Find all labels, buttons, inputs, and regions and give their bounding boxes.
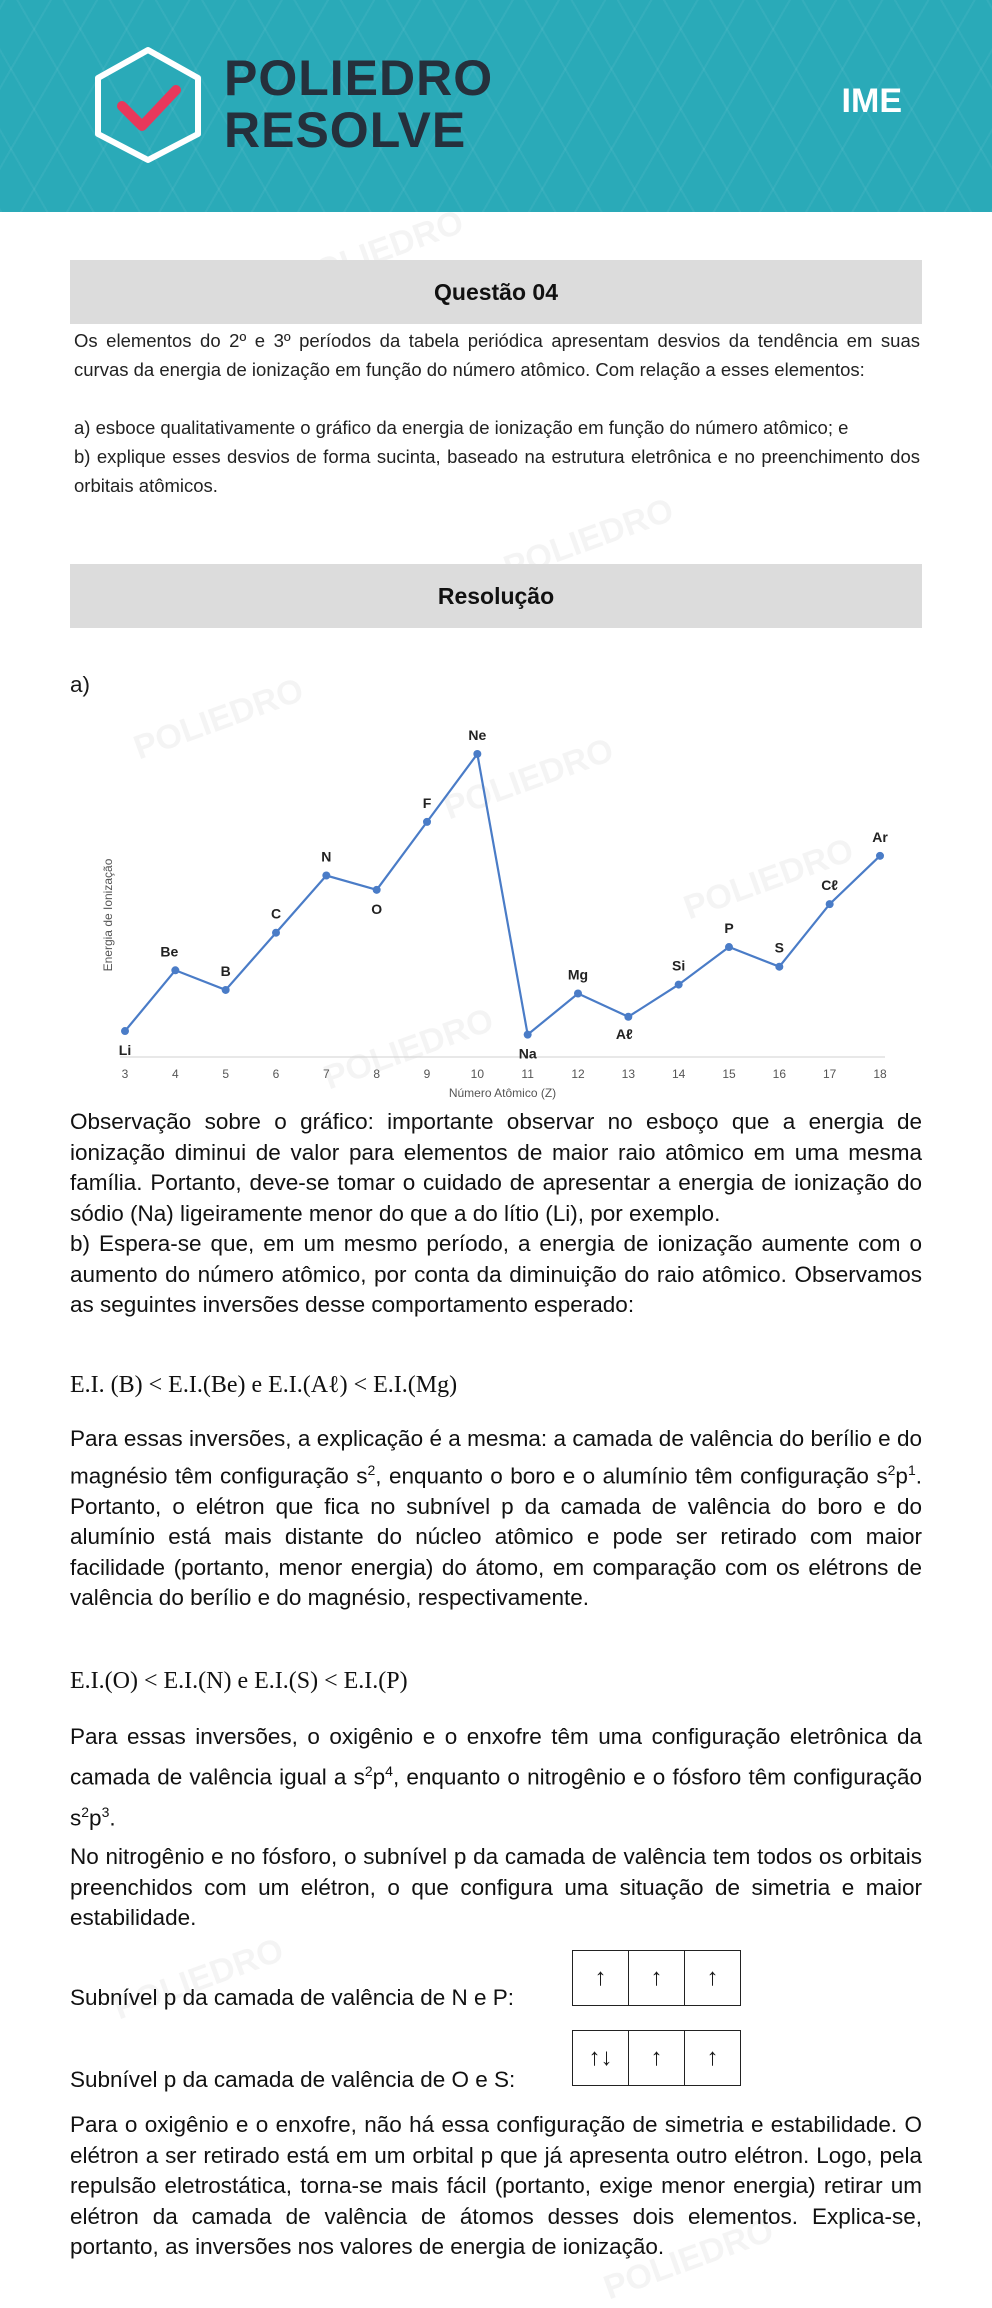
orbital-label-o-s: Subnível p da camada de valência de O e S: [70, 2067, 516, 2092]
x-tick-label: 7 [322, 1067, 330, 1081]
explanation-be-mg [70, 1424, 922, 1614]
data-point [876, 852, 884, 860]
series-line [125, 754, 880, 1035]
element-label: Mg [567, 966, 589, 983]
y-axis-label: Energia de Ionização [101, 858, 115, 972]
orbital-box-o-s [572, 2030, 741, 2086]
x-tick-label: 17 [822, 1067, 837, 1081]
watermark-text [109, 1931, 289, 2027]
orbital-box-n-p [572, 1950, 741, 2006]
element-label: B [220, 962, 231, 979]
question-title: Questão 04 [434, 278, 558, 305]
electron-arrow-icon: ↑↓ [588, 2044, 613, 2071]
answer-body-4 [70, 1842, 922, 1934]
text-span: p [895, 1463, 908, 1488]
watermark [109, 1931, 289, 2028]
data-point [171, 966, 179, 974]
data-point [423, 818, 431, 826]
part-b-intro: b) Espera-se que, em um mesmo período, a energia de ionização aumente com o aumento do número atômico, por conta da diminuição do raio atômico. Observamos as seguintes inversões desse comportamento esperado: [70, 1231, 922, 1317]
orbital-label-n-p: Subnível p da camada de valência de N e P: [70, 1985, 515, 2010]
ionization-energy-chart [100, 705, 900, 1100]
text-span: Para essas inversões, o oxigênio e o enxofre têm uma configuração eletrônica da camada de valência igual a s [70, 1724, 922, 1790]
x-tick-label: 13 [621, 1067, 636, 1081]
data-point [373, 886, 381, 894]
text-span: . [109, 1805, 116, 1830]
data-point [121, 1027, 129, 1035]
orbital-cell [685, 1951, 740, 2005]
answer-body-2 [70, 1424, 922, 1614]
data-point [826, 900, 834, 908]
element-label: N [321, 848, 332, 865]
x-tick-label: 6 [272, 1067, 280, 1081]
x-axis-label: Número Atômico (Z) [448, 1086, 557, 1100]
data-point [775, 963, 783, 971]
explanation-o-s [70, 1720, 922, 1835]
observation-paragraph: Observação sobre o gráfico: importante observar no esboço que a energia de ionização diminui de valor para elementos de maior raio atômico em uma mesma família. Portanto, deve-se tomar o cuidado de apresentar a energia de ionização do sódio (Na) ligeiramente menor do que a do lítio (Li), por exemplo. [70, 1109, 922, 1226]
superscript: 1 [907, 1461, 916, 1478]
resolution-title: Resolução [437, 582, 555, 609]
orbital-cell [629, 1951, 685, 2005]
electron-arrow-icon: ↑ [706, 2044, 719, 2071]
answer-body-3 [70, 1720, 922, 1835]
text-span: , enquanto o boro e o alumínio têm configuração s [375, 1463, 888, 1488]
chart-marks [101, 727, 888, 1100]
x-tick-label: 11 [521, 1067, 534, 1081]
electron-arrow-icon: ↑ [594, 1964, 607, 1991]
question-text [74, 326, 920, 500]
electron-arrow-icon: ↑ [650, 2044, 663, 2071]
orbital-cell [573, 2031, 629, 2085]
element-label: C [270, 905, 282, 922]
question-title-bar [70, 260, 922, 324]
x-tick-label: 4 [171, 1067, 179, 1081]
x-tick-label: 10 [470, 1067, 485, 1081]
orbital-cell [573, 1951, 629, 2005]
orbital-cell [629, 2031, 685, 2085]
element-label: S [774, 939, 785, 956]
superscript: 2 [81, 1803, 90, 1820]
data-point [473, 750, 481, 758]
part-a-label: a) [70, 672, 91, 697]
answer-body [70, 1107, 922, 1321]
text-span: p [89, 1805, 102, 1830]
resolution-title-bar [70, 564, 922, 628]
page-header [0, 0, 992, 212]
question-item-a: a) esboce qualitativamente o gráfico da energia de ionização em função do número atômico; e [74, 417, 849, 438]
text-span: Para essas inversões, a explicação é a mesma: a camada de valência do berílio e do magnésio têm configuração s [70, 1426, 922, 1488]
brand-line-2: RESOLVE [224, 102, 467, 158]
text-span: , enquanto o nitrogênio e o fósforo têm configuração s [70, 1764, 922, 1830]
element-label: Cℓ [821, 877, 839, 894]
element-label: F [422, 794, 432, 811]
data-point [675, 981, 683, 989]
superscript: 2 [367, 1461, 376, 1478]
text-span: . Portanto, o elétron que fica no subnível p da camada de valência do boro e do alumínio está mais distante do núcleo atômico e pode ser retirado com maior facilidade (portanto, menor energia) do átomo, em comparação com os elétrons de valência do berílio e do magnésio, respectivamente. [70, 1463, 922, 1610]
superscript: 3 [101, 1803, 110, 1820]
data-point [272, 929, 280, 937]
x-tick-label: 18 [873, 1067, 887, 1081]
x-tick-label: 16 [772, 1067, 787, 1081]
element-label: P [724, 920, 734, 937]
brand-logo-text [224, 52, 493, 156]
data-point [524, 1031, 532, 1039]
element-label: Ne [468, 726, 487, 743]
question-item-b: b) explique esses desvios de forma sucinta, baseado na estrutura eletrônica e no preenchimento dos orbitais atômicos. [74, 446, 920, 496]
question-intro: Os elementos do 2º e 3º períodos da tabela periódica apresentam desvios da tendência em suas curvas da energia de ionização em função do número atômico. Com relação a esses elementos: [74, 330, 920, 380]
element-label: Li [118, 1042, 132, 1059]
superscript: 4 [385, 1763, 393, 1779]
electron-arrow-icon: ↑ [650, 1964, 663, 1991]
poliedro-check-logo-icon [92, 46, 204, 164]
x-tick-label: 8 [373, 1067, 381, 1081]
element-label: O [371, 900, 383, 917]
superscript: 2 [887, 1461, 896, 1478]
data-point [222, 986, 230, 994]
element-label: Be [160, 943, 179, 960]
electron-arrow-icon: ↑ [706, 1964, 719, 1991]
x-tick-label: 15 [722, 1067, 736, 1081]
x-tick-label: 3 [121, 1067, 129, 1081]
element-label: Aℓ [615, 1025, 633, 1042]
orbital-cell [685, 2031, 740, 2085]
brand-line-1: POLIEDRO [224, 50, 494, 106]
equation-be-mg: E.I. (B) < E.I.(Be) e E.I.(Aℓ) < E.I.(Mg) [70, 1372, 458, 1398]
element-label: Ar [872, 828, 888, 845]
x-tick-label: 14 [671, 1067, 686, 1081]
text-span: p [372, 1764, 386, 1790]
symmetry-paragraph: No nitrogênio e no fósforo, o subnível p da camada de valência tem todos os orbitais preenchidos com um elétron, o que configura uma situação de simetria e maior estabilidade. [70, 1844, 922, 1930]
answer-body-5 [70, 2110, 922, 2263]
repulsion-paragraph: Para o oxigênio e o enxofre, não há essa configuração de simetria e estabilidade. O elétron a ser retirado está em um orbital p que já apresenta outro elétron. Logo, pela repulsão eletrostática, torna-se mais fácil (portanto, exige menor energia) retirar um elétron da camada de valência de átomos desses dois elementos. Explica-se, portanto, as inversões nos valores de energia de ionização. [70, 2112, 922, 2259]
data-point [574, 990, 582, 998]
data-point [624, 1013, 632, 1021]
exam-name: IME [841, 82, 902, 120]
x-tick-label: 9 [423, 1067, 431, 1081]
x-tick-label: 12 [571, 1067, 585, 1081]
element-label: Si [672, 957, 686, 974]
data-point [725, 943, 733, 951]
x-tick-label: 5 [222, 1067, 230, 1081]
equation-o-s: E.I.(O) < E.I.(N) e E.I.(S) < E.I.(P) [70, 1668, 408, 1694]
data-point [322, 872, 330, 880]
element-label: Na [518, 1045, 537, 1062]
superscript: 2 [364, 1763, 373, 1779]
